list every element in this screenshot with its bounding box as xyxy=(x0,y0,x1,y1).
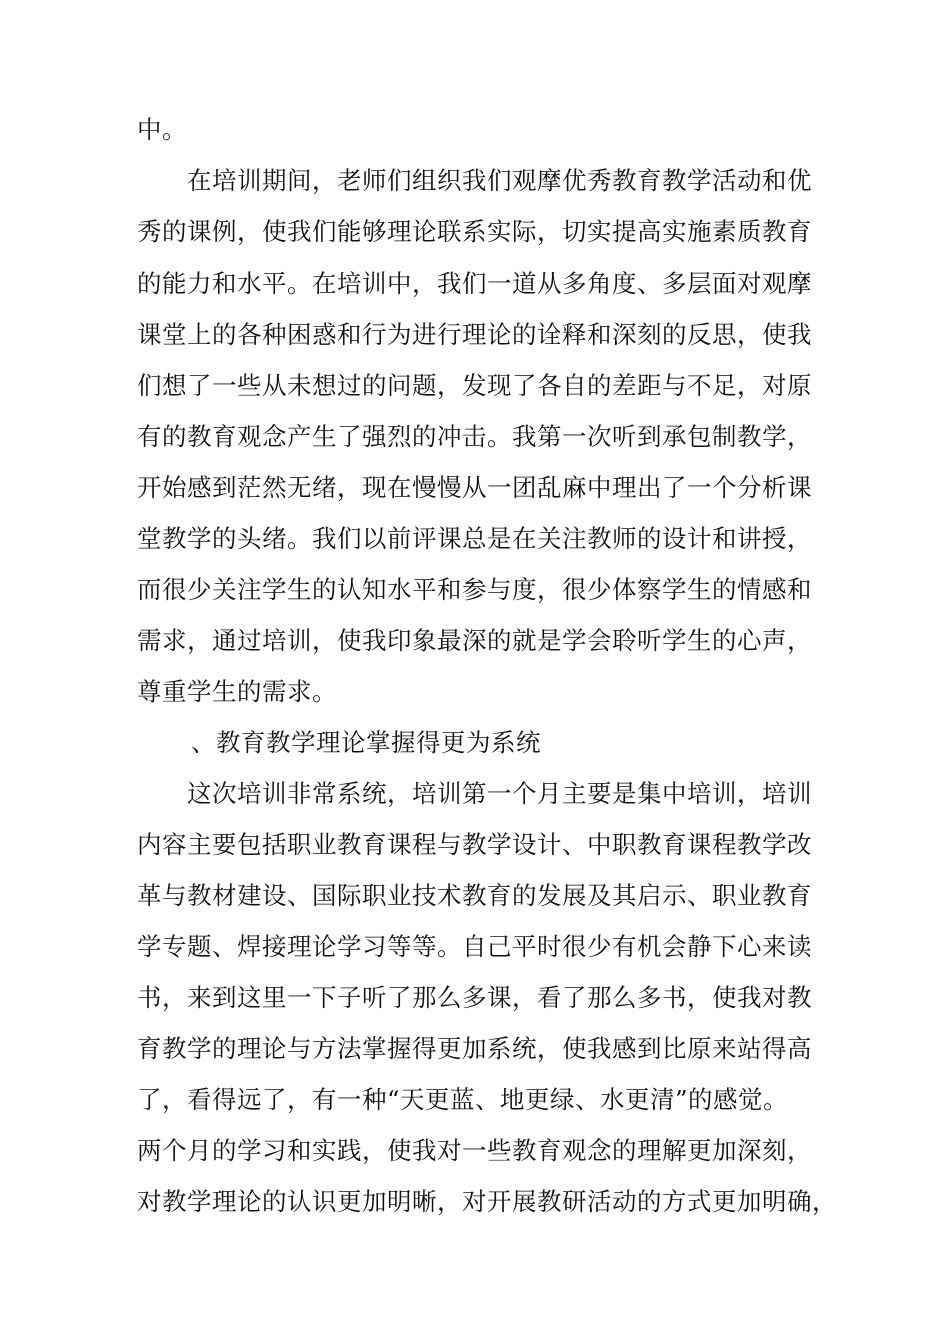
text-line: 对教学理论的认识更加明晰，对开展教研活动的方式更加明确， xyxy=(137,1187,837,1216)
text-line: 们想了一些从未想过的问题，发现了各自的差距与不足，对原 xyxy=(137,371,812,400)
text-line: 课堂上的各种困惑和行为进行理论的诠释和深刻的反思，使我 xyxy=(137,320,812,349)
text-line: 尊重学生的需求。 xyxy=(137,677,337,706)
paragraph-start-line: 在培训期间，老师们组织我们观摩优秀教育教学活动和优 xyxy=(187,166,812,195)
text-line: 中。 xyxy=(137,115,187,144)
text-line: 革与教材建设、国际职业技术教育的发展及其启示、职业教育 xyxy=(137,881,812,910)
text-line: 内容主要包括职业教育课程与教学设计、中职教育课程教学改 xyxy=(137,830,812,859)
text-line: 而很少关注学生的认知水平和参与度，很少体察学生的情感和 xyxy=(137,575,812,604)
text-line: 两个月的学习和实践，使我对一些教育观念的理解更加深刻， xyxy=(137,1136,812,1165)
text-line: 需求，通过培训，使我印象最深的就是学会聆听学生的心声， xyxy=(137,626,812,655)
text-line: 秀的课例，使我们能够理论联系实际，切实提高实施素质教育 xyxy=(137,217,812,246)
text-line: 堂教学的头绪。我们以前评课总是在关注教师的设计和讲授， xyxy=(137,524,812,553)
text-line: 学专题、焊接理论学习等等。自己平时很少有机会静下心来读 xyxy=(137,932,812,961)
text-line: 有的教育观念产生了强烈的冲击。我第一次听到承包制教学， xyxy=(137,422,812,451)
text-line: 了，看得远了，有一种“天更蓝、地更绿、水更清”的感觉。 xyxy=(137,1085,789,1114)
text-line: 育教学的理论与方法掌握得更加系统，使我感到比原来站得高 xyxy=(137,1034,812,1063)
section-heading: 、教育教学理论掌握得更为系统 xyxy=(191,728,541,757)
paragraph-start-line: 这次培训非常系统，培训第一个月主要是集中培训，培训 xyxy=(187,779,812,808)
text-line: 开始感到茫然无绪，现在慢慢从一团乱麻中理出了一个分析课 xyxy=(137,473,812,502)
text-line: 书，来到这里一下子听了那么多课，看了那么多书，使我对教 xyxy=(137,983,812,1012)
text-line: 的能力和水平。在培训中，我们一道从多角度、多层面对观摩 xyxy=(137,269,812,298)
